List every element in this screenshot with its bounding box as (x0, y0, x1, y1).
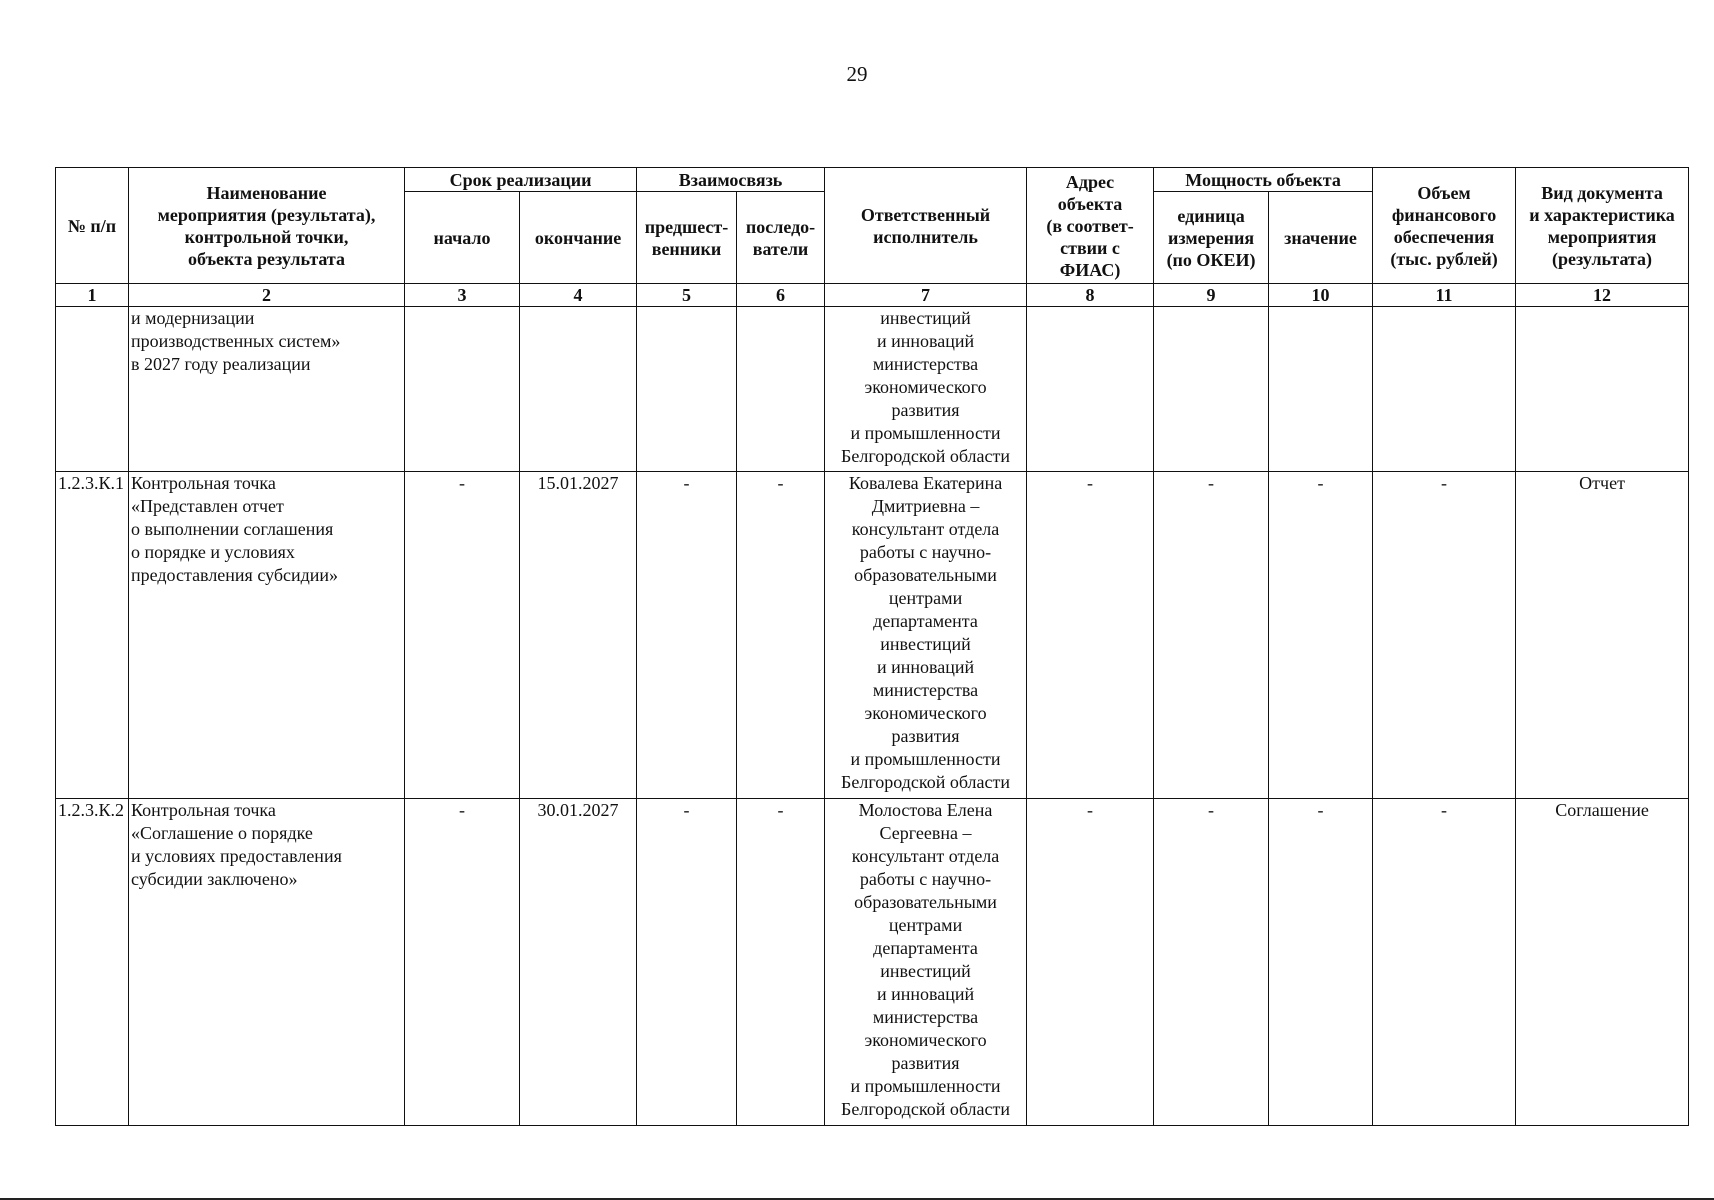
column-number: 1 (56, 284, 129, 307)
row-address (1027, 307, 1154, 472)
page-number: 29 (846, 62, 868, 86)
row-num (56, 307, 129, 472)
row-responsible: Ковалева Екатерина Дмитриевна – консультант отдела работы с научно- образовательными центрами департамента инвестиций и инноваций министерства экономического развития и промышленности Белгородской области (825, 472, 1027, 799)
row-next: - (737, 799, 825, 1126)
column-number: 12 (1516, 284, 1689, 307)
row-doc: Отчет (1516, 472, 1689, 799)
row-name: Контрольная точка «Соглашение о порядке и условиях предоставления субсидии заключено» (129, 799, 405, 1126)
header-link-prev: предшест- венники (637, 192, 737, 284)
row-value: - (1269, 799, 1373, 1126)
row-doc: Соглашение (1516, 799, 1689, 1126)
row-finance: - (1373, 472, 1516, 799)
header-term-end: окончание (520, 192, 637, 284)
row-start: - (405, 799, 520, 1126)
header-responsible: Ответственный исполнитель (825, 168, 1027, 284)
header-capacity-unit: единица измерения (по ОКЕИ) (1154, 192, 1269, 284)
column-number: 10 (1269, 284, 1373, 307)
column-number: 4 (520, 284, 637, 307)
column-number: 9 (1154, 284, 1269, 307)
header-capacity-value: значение (1269, 192, 1373, 284)
row-num: 1.2.3.К.1 (56, 472, 129, 799)
row-responsible: инвестиций и инноваций министерства экономического развития и промышленности Белгородской области (825, 307, 1027, 472)
column-number: 11 (1373, 284, 1516, 307)
header-name: Наименование мероприятия (результата), контрольной точки, объекта результата (129, 168, 405, 284)
header-doc: Вид документа и характеристика мероприятия (результата) (1516, 168, 1689, 284)
header-term: Срок реализации (405, 168, 637, 192)
column-number: 5 (637, 284, 737, 307)
row-next: - (737, 472, 825, 799)
row-value (1269, 307, 1373, 472)
header-address: Адрес объекта (в соответ- ствии с ФИАС) (1027, 168, 1154, 284)
row-end (520, 307, 637, 472)
column-number: 2 (129, 284, 405, 307)
row-end: 15.01.2027 (520, 472, 637, 799)
table-row (56, 472, 1689, 799)
row-address: - (1027, 799, 1154, 1126)
header-finance: Объем финансового обеспечения (тыс. рублей) (1373, 168, 1516, 284)
row-end: 30.01.2027 (520, 799, 637, 1126)
row-unit: - (1154, 799, 1269, 1126)
row-start: - (405, 472, 520, 799)
row-prev: - (637, 472, 737, 799)
header-term-start: начало (405, 192, 520, 284)
row-name: Контрольная точка «Представлен отчет о выполнении соглашения о порядке и условиях предоставления субсидии» (129, 472, 405, 799)
header-capacity: Мощность объекта (1154, 168, 1373, 192)
column-number: 3 (405, 284, 520, 307)
header-link: Взаимосвязь (637, 168, 825, 192)
table-row (56, 307, 1689, 472)
row-value: - (1269, 472, 1373, 799)
header-link-next: последо- ватели (737, 192, 825, 284)
row-prev (637, 307, 737, 472)
row-unit (1154, 307, 1269, 472)
row-responsible: Молостова Елена Сергеевна – консультант отдела работы с научно- образовательными центрами департамента инвестиций и инноваций министерства экономического развития и промышленности Белгородской области (825, 799, 1027, 1126)
row-next (737, 307, 825, 472)
table-row (56, 799, 1689, 1126)
column-number: 7 (825, 284, 1027, 307)
row-finance: - (1373, 799, 1516, 1126)
row-address: - (1027, 472, 1154, 799)
column-number: 6 (737, 284, 825, 307)
row-start (405, 307, 520, 472)
row-prev: - (637, 799, 737, 1126)
header-num: № п/п (56, 168, 129, 284)
row-finance (1373, 307, 1516, 472)
row-unit: - (1154, 472, 1269, 799)
row-name: и модернизации производственных систем» в 2027 году реализации (129, 307, 405, 472)
activities-table (55, 167, 1689, 1126)
row-num: 1.2.3.К.2 (56, 799, 129, 1126)
column-number: 8 (1027, 284, 1154, 307)
row-doc (1516, 307, 1689, 472)
